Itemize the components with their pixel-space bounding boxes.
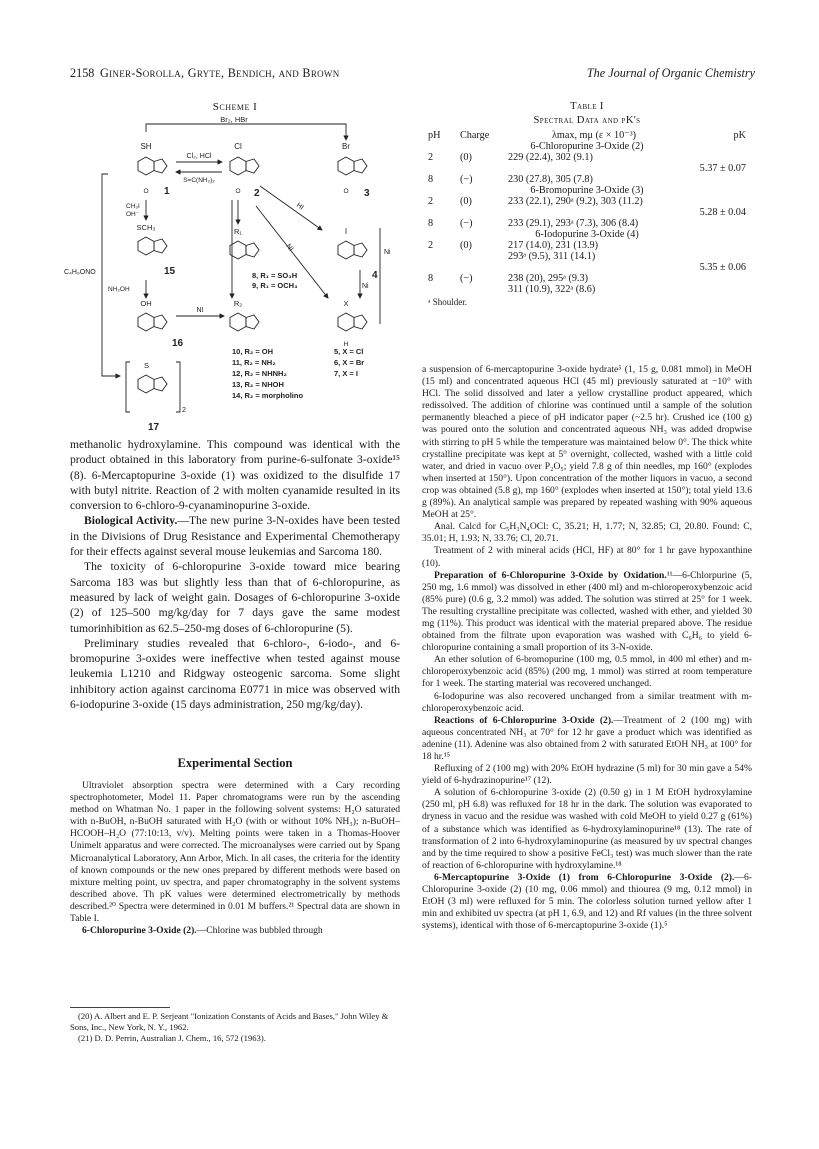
table-subtitle: Spectral Data and pK's [533,115,641,126]
table-row: 5.28 ± 0.04 [699,207,746,218]
compound-10-label: 10, R₂ = OH [232,347,274,356]
disulfide-bracket [126,362,180,412]
paragraph-hydrazine: Refluxing of 2 (100 mg) with 20% EtOH hydrazine (5 ml) for 30 min gave a 54% yield of 6-hydrazinopurine¹⁷ (12). [422,763,752,787]
table-row: 2 (0) 233 (22.1), 290ᵃ (9.2), 303 (11.2) [428,196,643,207]
compound-12-label: 12, R₂ = NHNH₂ [232,369,287,378]
col-header-pk: pK [733,130,746,141]
experimental-section-title: Experimental Section [177,756,293,770]
table-row: 311 (10.9), 322ᵃ (8.6) [508,284,596,295]
butyl-nitrite-arrow [102,174,120,376]
table-row: 5.35 ± 0.06 [699,262,746,273]
r2-group: R₂ [233,299,243,308]
r1-group: R₁ [234,227,242,236]
compound-heading: 6-Bromopurine 3-Oxide (3) [530,185,644,196]
footnote-21: (21) D. D. Perrin, Australian J. Chem., 16, 572 (1963). [78,1033,266,1043]
compound-9-label: 9, R₁ = OCH₃ [252,281,298,290]
compound-17-label: 17 [148,422,160,432]
br2-hbr-arrow [146,124,346,140]
col-header-ph: pH [428,130,441,141]
chloropurine-oxide-heading: 6-Chloropurine 3-Oxide (2). [82,925,197,937]
thiourea-label: S=C(NH₂)₂ [183,177,215,184]
footnotes [70,1011,400,1044]
s-group: S [144,361,150,370]
paragraph-chlorination: a suspension of 6-mercaptopurine 3-oxide hydrate⁵ (1, 15 g, 0.081 mmol) in MeOH (15 ml) and concentrated aqueous HCl (45 ml) previously saturated at −10° with HCl. The solid dissolved and later a yellow crystalline product appeared, which redissolved. The addition of chlorine was continued until a sample of the solution permanently bleached a piece of pH indicator paper (~2.5 hr). Crushed ice (100 g) was poured onto the solution and concentrated aqueous NH₃ was added dropwise with stirring to pH 5 while the temperature was maintained below 0°. The thick white crystalline precipitate was kept at 5° overnight, collected, washed with a little cold water, and dried in vacuo over P₂O₅; yield 7.8 g of thin needles, mp 160° (explodes when inserted at 150°). Upon concentration of the mother liquors in vacuo, a second crop was obtained (5.8 g), mp 160° (explodes when inserted at 150°); total yield 13.6 g (89%). An analytical sample was prepared by repeated washing with 90% aqueous MeOH at 25°. [422,364,752,521]
journal-name: The Journal of Organic Chemistry [586,66,755,80]
running-header [70,66,755,86]
table-row: 293ᵃ (9.5), 311 (14.1) [508,251,596,262]
paragraph-mercaptopurine: 6-Mercaptopurine 3-Oxide (1) from 6-Chloropurine 3-Oxide (2).—6-Chloropurine 3-oxide (2) (10 mg, 0.06 mmol) and thiourea (9 mg, 0.12 mmol) in EtOH (3 ml) were refluxed for 5 min. The colorless solution turned yellow after 1 min and exhibited uv spectra (at pH 1, 6.9, and 12) and Rf values (in the three solvent systems), identical with those of 6-mercaptopurine 3-oxide (1).⁵ [422,871,752,932]
sch3-group: SCH₃ [136,223,156,232]
table-row: 8 (−) 230 (27.8), 305 (7.8) [428,174,593,185]
compound-11-label: 11, R₂ = NH₂ [232,358,276,367]
cl-group: Cl [234,142,242,151]
mercaptopurine-heading: 6-Mercaptopurine 3-Oxide (1) from 6-Chloropurine 3-Oxide (2). [434,871,735,883]
footnote-rule [70,1007,170,1008]
table-row: 2 (0) 229 (22.4), 302 (9.1) [428,152,593,163]
compound-15-label: 15 [164,266,176,277]
compound-2-label: 2 [254,188,260,199]
butyl-nitrite-label: C₄H₉ONO [64,269,96,276]
paragraph-analysis: Anal. Calcd for C₅H₃N₄OCl: C, 35.21; H, 1.77; N, 32.85; Cl, 20.80. Found: C, 35.01; H, 1.93; N, 33.76; Cl, 20.71. [422,521,752,545]
reaction-scheme [64,114,404,432]
hi-label: HI [294,201,305,212]
sh-group: SH [140,142,152,151]
compound-5-label: 5, X = Cl [334,347,364,356]
compound-1-label: 1 [164,186,170,197]
biological-activity-heading: Biological Activity. [84,514,178,528]
table-title: Table I [570,101,604,112]
reactions-heading: Reactions of 6-Chloropurine 3-Oxide (2). [434,714,614,726]
ni-diagonal-label: NI [284,242,295,253]
nh2oh-label: NH₂OH [108,286,130,293]
paragraph-hydroxylamine: methanolic hydroxylamine. This compound was identical with the product obtained in this laboratory from purine-6-sulfonate 3-oxide¹⁵ (8). 6-Mercaptopurine 3-oxide (1) was oxidized to the disulfide 17 with butyl nitrite. Reaction of 2 with molten cyanamide resulted in its conversion to 6-chloro-9-cyanaminopurine 3-oxide. [70,438,400,513]
left-column-body [70,437,400,712]
table-header-row [424,130,750,141]
spectral-table [424,130,750,307]
table-row: 8 (−) 238 (20), 295ᵃ (9.3) [428,273,589,284]
br2-hbr-label: Br₂, HBr [220,115,248,124]
compound-16-label: 16 [172,338,184,349]
table-row: 2 (0) 217 (14.0), 231 (13.9) [428,240,598,251]
running-authors: Giner-Sorolla, Gryte, Bendich, and Brown [100,66,340,80]
paragraph-methods: Ultraviolet absorption spectra were determined with a Cary recording spectrophotometer, Model 11. Paper chromatograms were run by the ascending method on Whatman No. 1 paper in the following solvent systems: H₂O saturated with n-BuOH, n-BuOH saturated with H₂O (with or without 10% NH₃); n-BuOH–HCOOH–H₂O (77:10:13, v/v). Melting points were taken in a Thomas-Hoover Unimelt apparatus and were corrected. The microanalyses were carried out by Spang Microanalytical Laboratory, Ann Arbor, Mich. In all cases, the criteria for the identity of known compounds or the new ones prepared by different methods were based on mixture melting point, uv spectra, and paper chromatography in the solvent systems described above. Th pK values were determined electrometrically by methods described.²⁰ Spectra were determined in 0.01 M buffers.²¹ Spectral data are shown in Table I. [70,780,400,925]
scheme-title: Scheme I [212,101,258,113]
oxide-o-1: O [143,188,149,195]
compound-4-label: 4 [372,270,378,281]
subscript-2: 2 [182,407,186,414]
paragraph-hydroxylamine-reaction: A solution of 6-chloropurine 3-oxide (2) (0.50 g) in 1 M EtOH hydroxylamine (250 ml, pH 6.8) was refluxed for 18 hr in the dark. The solution was evaporated to dryness in vacuo and the residue was washed with cold MeOH to yield 0.27 g (61%) of a substance which was identified as 6-hydroxylaminopurine¹⁸ (13). The rate of transformation of 2 into 6-hydroxylaminopurine (as measured by uv spectral changes and by the time required to show a positive FeCl₃ test) was much slower than the rate of reaction of 6-chloropurine with hydroxylamine.¹⁸ [422,787,752,871]
i-group: I [344,227,348,236]
table-row: 5.37 ± 0.07 [699,163,746,174]
paragraph-chloropurine-oxide: 6-Chloropurine 3-Oxide (2).—Chlorine was bubbled through [82,925,323,937]
cl2-hcl-label: Cl₂, HCl [186,153,212,160]
compound-7-label: 7, X = I [334,369,358,378]
oxidation-heading: Preparation of 6-Chloropurine 3-Oxide by Oxidation. [434,569,667,581]
ch3i-label: CH₃I [126,203,140,210]
compound-13-label: 13, R₂ = NHOH [232,380,284,389]
oxide-o-3: O [343,188,349,195]
paragraph-reactions: Reactions of 6-Chloropurine 3-Oxide (2).—Treatment of 2 (100 mg) with aqueous concentrated NH₃ at 70° for 12 hr gave a product which was identified as adenine (11). Adenine was also obtained from 2 with saturated EtOH NH₃ at 100° for 18 hr.¹⁵ [422,714,752,762]
paragraph-bromopurine: An ether solution of 6-bromopurine (100 mg, 0.5 mmol, in 400 ml ether) and m-chloroperoxybenzoic acid (85%) (200 mg, 1 mmol) was stirred at room temperature for 1 week. The starting material was recovered unchanged. [422,654,752,690]
oxide-o-2: O [235,188,241,195]
paragraph-mineral-acids: Treatment of 2 with mineral acids (HCl, HF) at 80° for 1 hr gave hypoxanthine (10). [422,545,752,569]
ni-arrow-label: NI [196,307,204,314]
col-header-charge: Charge [460,130,490,141]
compound-6-label: 6, X = Br [334,358,365,367]
paragraph-oxidation: Preparation of 6-Chloropurine 3-Oxide by Oxidation.¹¹—6-Chlorpurine (5, 250 mg, 1.6 mmol) was dissolved in ether (400 ml) and m-chloroperoxybenzoic acid (85% pure) (0.6 g, 3.2 mmol) was added. The solution was stirred at 25° for 1 week. The resulting crystalline precipitate was collected, washed with ether, and yielded 30 mg (11%). This product was identical with the material prepared above. The residue obtained from the filtrate upon evaporation was washed with C₆H₆ to yield 6-chloropurine containing a small proportion of its 3-N-oxide. [422,569,752,654]
n-h-5: H [343,341,349,348]
paragraph-iodopurine: 6-Iodopurine was also recovered unchanged from a similar treatment with m-chloroperoxybenzoic acid. [422,690,752,714]
page-number: 2158 [70,66,95,80]
paragraph-toxicity: The toxicity of 6-chloropurine 3-oxide toward mice bearing Sarcoma 183 was but slightly less than that of 6-chloropurine, as measured by lack of weight gain. Dosages of 6-chloropurine 3-oxide (2) of 125–500 mg/kg/day for 7 days gave the same modest tumorinhibition as 62.5–250-mg doses of 6-chloropurine (5). [70,560,400,635]
paragraph-preliminary: Preliminary studies revealed that 6-chloro-, 6-iodo-, and 6-bromopurine 3-oxides were ineffective when tested against mouse leukemia L1210 and Ridgway osteogenic sarcoma. Some slight inhibitory action against carcinoma E0771 in mice was observed with 6-iodopurine 3-oxide (15 days administration, 250 mg/kg/day). [70,636,400,712]
oh-label: OH⁻ [126,211,140,218]
compound-heading: 6-Iodopurine 3-Oxide (4) [535,229,639,240]
compound-heading: 6-Chloropurine 3-Oxide (2) [530,141,644,152]
footnote-20: (20) A. Albert and E. P. Serjeant "Ionization Constants of Acids and Bases," John Wiley & Sons, Inc., New York, N. Y., 1962. [70,1011,389,1032]
br-group: Br [342,142,350,151]
col-header-lmax: λmax, mμ (ε × 10⁻³) [551,130,637,141]
compound-3-label: 3 [364,188,370,199]
table-row: 8 (−) 233 (29.1), 293ᵃ (7.3), 306 (8.4) [428,218,639,229]
experimental-body [70,780,400,937]
compound-8-label: 8, R₁ = SO₃H [252,271,298,280]
table-footnote: ᵃ Shoulder. [428,297,467,307]
oh-group: OH [140,299,152,308]
ni-vertical-label: Ni [362,283,369,290]
paragraph-biological-activity: Biological Activity.—The new purine 3-N-oxides have been tested in the Divisions of Drug Resistance and Experimental Chemotherapy for their effects against several mouse leukemias and Sarcoma 180. [70,514,401,559]
ni-right-label: Ni [384,249,391,256]
x-group: X [343,299,349,308]
compound-14-label: 14, R₂ = morpholino [232,391,304,400]
right-column-body [422,364,752,932]
